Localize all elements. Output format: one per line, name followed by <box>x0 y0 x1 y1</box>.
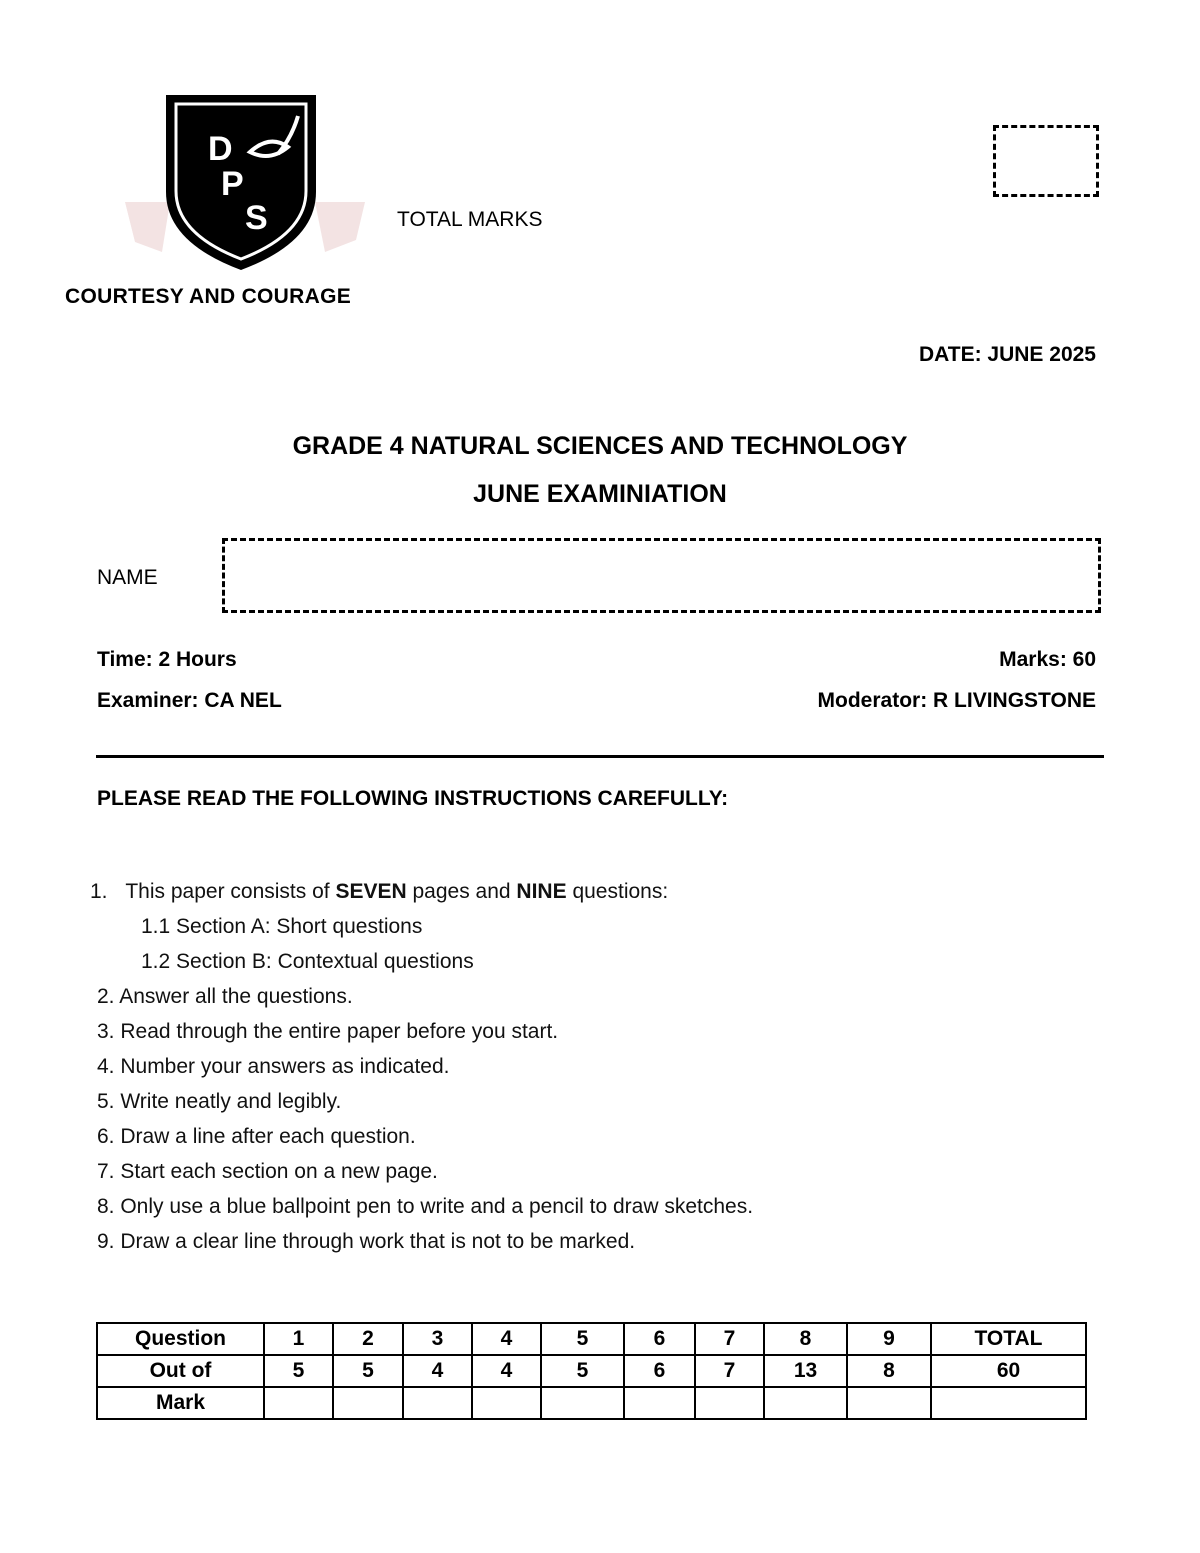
instruction-item: 9. Draw a clear line through work that is not to be marked. <box>97 1230 636 1253</box>
total-marks-box[interactable] <box>993 125 1099 197</box>
table-cell: 4 <box>472 1355 541 1387</box>
instruction-text: This paper consists of <box>125 880 336 903</box>
instruction-item-1 <box>90 880 668 904</box>
table-cell: 2 <box>333 1323 403 1355</box>
mark-input-cell[interactable] <box>695 1387 764 1419</box>
divider <box>96 755 1104 758</box>
instruction-subitem: 1.1 Section A: Short questions <box>141 915 423 938</box>
name-field[interactable] <box>222 538 1101 613</box>
moderator: Moderator: R LIVINGSTONE <box>817 689 1096 712</box>
table-cell: 7 <box>695 1323 764 1355</box>
table-cell: Question <box>97 1323 264 1355</box>
exam-title: GRADE 4 NATURAL SCIENCES AND TECHNOLOGY <box>292 432 908 460</box>
instruction-item: 7. Start each section on a new page. <box>97 1160 438 1183</box>
table-cell: Out of <box>97 1355 264 1387</box>
instruction-text: pages and <box>406 880 517 903</box>
marks-table <box>96 1322 1087 1420</box>
table-cell: 4 <box>472 1323 541 1355</box>
table-cell: 7 <box>695 1355 764 1387</box>
table-cell: 3 <box>403 1323 472 1355</box>
crest-letter-d: D <box>208 130 233 168</box>
table-cell: 5 <box>541 1323 624 1355</box>
table-cell: 5 <box>264 1355 333 1387</box>
table-row-out-of <box>97 1355 1086 1387</box>
mark-input-cell[interactable] <box>847 1387 931 1419</box>
school-motto: COURTESY AND COURAGE <box>65 285 352 308</box>
instruction-subitem: 1.2 Section B: Contextual questions <box>141 950 474 973</box>
school-crest-logo <box>120 92 370 277</box>
exam-time: Time: 2 Hours <box>97 648 237 671</box>
questions-count: NINE <box>516 880 567 903</box>
instruction-item: 2. Answer all the questions. <box>97 985 353 1008</box>
exam-marks: Marks: 60 <box>999 648 1096 671</box>
instruction-text: questions: <box>566 880 669 903</box>
table-cell: 9 <box>847 1323 931 1355</box>
table-cell: 5 <box>333 1355 403 1387</box>
mark-input-cell[interactable] <box>931 1387 1086 1419</box>
table-cell: 8 <box>764 1323 847 1355</box>
table-cell: 5 <box>541 1355 624 1387</box>
mark-input-cell[interactable] <box>472 1387 541 1419</box>
mark-input-cell[interactable] <box>403 1387 472 1419</box>
instruction-item: 8. Only use a blue ballpoint pen to write and a pencil to draw sketches. <box>97 1195 754 1218</box>
instruction-number: 1. <box>90 880 108 903</box>
mark-input-cell[interactable] <box>764 1387 847 1419</box>
table-cell: Mark <box>97 1387 264 1419</box>
pages-count: SEVEN <box>335 880 407 903</box>
table-cell: 60 <box>931 1355 1086 1387</box>
mark-input-cell[interactable] <box>264 1387 333 1419</box>
instruction-item: 4. Number your answers as indicated. <box>97 1055 450 1078</box>
instruction-item: 6. Draw a line after each question. <box>97 1125 416 1148</box>
mark-input-cell[interactable] <box>333 1387 403 1419</box>
crest-letter-p: P <box>221 165 244 203</box>
table-row-mark <box>97 1387 1086 1419</box>
instruction-item: 3. Read through the entire paper before you start. <box>97 1020 559 1043</box>
table-cell: 4 <box>403 1355 472 1387</box>
name-label: NAME <box>97 566 158 589</box>
instruction-item: 5. Write neatly and legibly. <box>97 1090 342 1113</box>
exam-date: DATE: JUNE 2025 <box>918 343 1096 366</box>
table-cell: 8 <box>847 1355 931 1387</box>
table-cell: 1 <box>264 1323 333 1355</box>
table-cell: 6 <box>624 1355 695 1387</box>
table-cell: 13 <box>764 1355 847 1387</box>
table-row-question <box>97 1323 1086 1355</box>
table-cell: TOTAL <box>931 1323 1086 1355</box>
total-marks-label: TOTAL MARKS <box>397 208 543 231</box>
mark-input-cell[interactable] <box>624 1387 695 1419</box>
mark-input-cell[interactable] <box>541 1387 624 1419</box>
table-cell: 6 <box>624 1323 695 1355</box>
crest-letter-s: S <box>245 199 268 237</box>
examiner: Examiner: CA NEL <box>97 689 282 712</box>
exam-subtitle: JUNE EXAMINIATION <box>473 480 727 508</box>
instructions-heading: PLEASE READ THE FOLLOWING INSTRUCTIONS CAREFULLY: <box>97 787 729 810</box>
